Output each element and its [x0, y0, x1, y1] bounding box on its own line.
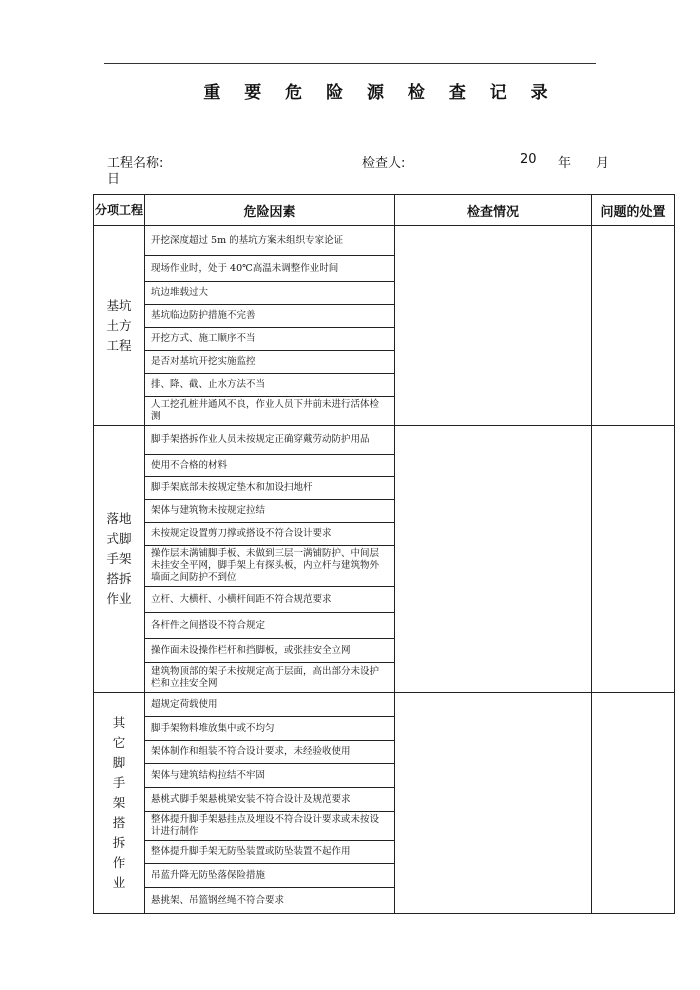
hazard-factor: 开挖方式、施工顺序不当 — [145, 328, 395, 351]
hazard-factor: 开挖深度超过 5m 的基坑方案未组织专家论证 — [145, 226, 395, 256]
hazard-factor: 立杆、大横杆、小横杆间距不符合规范要求 — [145, 587, 395, 613]
hazard-factor: 未按规定设置剪刀撑或搭设不符合设计要求 — [145, 523, 395, 546]
hazard-factor: 悬挑架、吊篮钢丝绳不符合要求 — [145, 888, 395, 914]
hazard-factor: 人工挖孔桩井通风不良，作业人员下井前未进行活体检测 — [145, 397, 395, 426]
table-row — [94, 693, 675, 717]
month-label: 月 — [596, 156, 610, 171]
hazard-factor: 超规定荷载使用 — [145, 693, 395, 717]
hazard-factor: 操作面未设操作栏杆和挡脚板，或张挂安全立网 — [145, 639, 395, 663]
top-rule — [104, 63, 596, 64]
header-inspection: 检查情况 — [395, 195, 592, 226]
hazard-factor: 建筑物顶部的架子未按规定高于层面，高出部分未设护栏和立挂安全网 — [145, 663, 395, 693]
hazard-factor: 架体与建筑结构拉结不牢固 — [145, 764, 395, 788]
hazard-factor: 架体与建筑物未按规定拉结 — [145, 500, 395, 523]
section-name: 其它脚手架搭拆作业 — [112, 715, 126, 890]
hazard-factor: 脚手架搭拆作业人员未按规定正确穿戴劳动防护用品 — [145, 426, 395, 455]
hazard-check-table — [93, 194, 675, 914]
inspection-result-cell[interactable] — [395, 426, 592, 693]
hazard-factor: 使用不合格的材料 — [145, 455, 395, 477]
header-section: 分项工程 — [94, 195, 145, 226]
header-handling: 问题的处置 — [592, 195, 675, 226]
section-name: 基坑土方工程 — [106, 297, 132, 353]
hazard-factor: 是否对基坑开挖实施监控 — [145, 351, 395, 374]
day-label: 日 — [107, 172, 121, 187]
hazard-factor: 坑边堆载过大 — [145, 282, 395, 305]
hazard-factor: 操作层未满铺脚手板、未做到三层一满铺防护、中间层未挂安全平网，脚手架上有探头板，内立杆与建筑物外墙面之间防护不到位 — [145, 546, 395, 587]
hazard-factor: 整体提升脚手架悬挂点及埋设不符合设计要求或未按设计进行制作 — [145, 812, 395, 841]
hazard-factor: 整体提升脚手架无防坠装置或防坠装置不起作用 — [145, 841, 395, 864]
hazard-factor: 脚手架物料堆放集中或不均匀 — [145, 717, 395, 741]
year-prefix: 20 — [520, 152, 537, 167]
page-title: 重 要 危 险 源 检 查 记 录 — [203, 83, 557, 103]
hazard-factor: 排、降、截、止水方法不当 — [145, 374, 395, 397]
hazard-factor: 悬桃式脚手架悬桃梁安装不符合设计及规范要求 — [145, 788, 395, 812]
hazard-factor: 各杆件之间搭设不符合规定 — [145, 613, 395, 639]
inspection-result-cell[interactable] — [395, 693, 592, 914]
section-name-cell — [94, 693, 145, 914]
inspection-result-cell[interactable] — [395, 226, 592, 426]
problem-handling-cell[interactable] — [592, 226, 675, 426]
year-label: 年 — [558, 156, 572, 171]
problem-handling-cell[interactable] — [592, 426, 675, 693]
hazard-factor: 脚手架底部未按规定垫木和加设扫地杆 — [145, 477, 395, 500]
hazard-factor: 基坑临边防护措施不完善 — [145, 305, 395, 328]
section-name-cell — [94, 226, 145, 426]
problem-handling-cell[interactable] — [592, 693, 675, 914]
section-name-cell — [94, 426, 145, 693]
table-row — [94, 426, 675, 455]
table-header-row — [94, 195, 675, 226]
inspector-label: 检查人: — [362, 156, 406, 171]
hazard-factor: 吊蓝升降无防坠落保险措施 — [145, 864, 395, 888]
table-row — [94, 226, 675, 256]
project-name-label: 工程名称: — [107, 156, 164, 171]
section-name: 落地式脚手架搭拆作业 — [106, 511, 132, 606]
hazard-factor: 现场作业时，处于 40℃高温未调整作业时间 — [145, 256, 395, 282]
hazard-factor: 架体制作和组装不符合设计要求，未经验收使用 — [145, 741, 395, 764]
header-hazard: 危险因素 — [145, 195, 395, 226]
